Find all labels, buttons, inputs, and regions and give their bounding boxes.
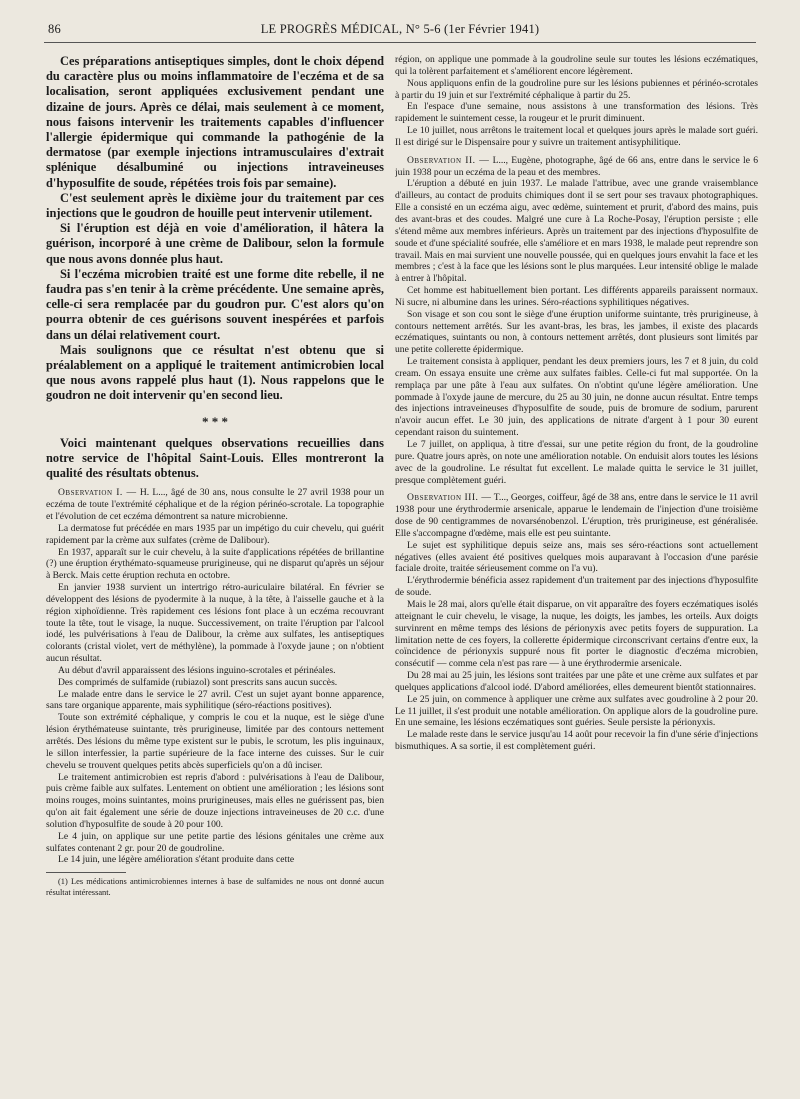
running-title: LE PROGRÈS MÉDICAL, N° 5-6 (1er Février 1941) (260, 22, 540, 36)
observation-label: Observation III. — (407, 492, 492, 504)
observation-paragraph: Le 7 juillet, on appliqua, à titre d'essai, sur une petite région du front, de la goudroline pure. Quatre jours après, on note une amélioration notable. On enduisit alors toutes les lésions avec de la goudroline. Le résultat fut excellent. Le malade quitta le service le 31 juillet, presque complètement guéri. (395, 439, 758, 486)
observation-paragraph: Des comprimés de sulfamide (rubiazol) sont prescrits sans aucun succès. (58, 676, 338, 688)
bold-paragraph: Si l'eczéma microbien traité est une forme dite rebelle, il ne faudra pas s'en tenir à la crème précédente. Une semaine après, celle-ci sera remplacée par du goudron pur. C'est alors qu'on pourra obtenir de ces guérisons souvent inespérées et parfois dans un délai relativement court. (46, 266, 384, 342)
observation-paragraph: Mais le 28 mai, alors qu'elle était disparue, on vit apparaître des foyers eczématiques isolés atteignant le cuir chevelu, le visage, la nuque, les doigts, les jambes, les orteils. Aux doigts survinrent en même temps des lésions de périonyxis avec petits foyers de suppuration. La limitation nette de ces foyers, la collerette épidermique circonscrivant certains d'entre eux, la coïncidence de périonyxis suppuré nous fit porter le diagnostic d'eczéma microbien, consécutif — comme cela n'est pas rare — à une érythrodermie arsenicale. (395, 598, 758, 670)
right-column (395, 54, 758, 1094)
observation-3 (395, 492, 758, 753)
observation-paragraph: L'érythrodermie bénéficia assez rapidement d'un traitement par des injections d'hyposulfite de soude. (395, 575, 758, 599)
observation-paragraph: Le 4 juin, on applique sur une petite partie des lésions génitales une crème aux sulfates contenant 2 gr. pour 20 de goudroline. (46, 830, 384, 854)
observation-label: Observation I. — (58, 487, 137, 499)
intro-bold-section (46, 54, 384, 404)
observation-label: Observation II. — (407, 154, 490, 166)
observation-paragraph: Le malade reste dans le service jusqu'au 14 août pour recevoir la fin d'une série d'injections bismuthiques. A sa sortie, il est complètement guéri. (395, 729, 758, 753)
observation-paragraph: L'éruption a débuté en juin 1937. Le malade l'attribue, avec une grande vraisemblance d'ailleurs, au contact de produits chimiques dont il se sert pour ses travaux photographiques. Elle a consisté en un eczéma aigu, avec œdème, suintement et prurit, d'abord des mains, puis des avant-bras et des coudes. Malgré une cure à La Roche-Posay, l'éruption persiste ; elle s'étend même aux membres inférieurs. Après un traitement par des injections d'hyposulfite de soude et d'une spécialité soufrée, elle s'améliore et en mars 1938, le malade peut reprendre son travail. Mais en mai survient une nouvelle poussée, qui en quelques jours envahit la face et les membres ; c'est à la face que les lésions sont le plus marquées. Leur intensité oblige le malade à entrer à l'hôpital. (395, 178, 758, 285)
observation-paragraph: En janvier 1938 survient un intertrigo rétro-auriculaire bilatéral. En février se développent des lésions de pyodermite à la nuque, à la tête, à l'aisselle gauche et à la région xiphoïdienne. Très rapidement ces lésions font place à un eczéma recouvrant toute la tête, tout le visage, la nuque. Successivement, on traite l'éruption par l'alcool iodé, les pulvérisations à l'eau de Dalibour, la crème aux sulfates, les antiseptiques colorants (cristal violet, vert de méthylène), la pommade à l'oxyde jaune ; on n'obtient aucun résultat. (46, 582, 384, 665)
footnote-rule (46, 872, 126, 873)
observation-1-continued (395, 54, 758, 149)
observation-paragraph: Le sujet est syphilitique depuis seize ans, mais ses séro-réactions sont actuellement négatives (elles avaient été positives quelques mois auparavant à l'occasion d'une parésie faciale droite, traitée sérieusement comme on l'a vu). (395, 539, 758, 575)
header-rule (44, 42, 756, 43)
observation-paragraph: Le 25 juin, on commence à appliquer une crème aux sulfates avec goudroline à 2 pour 20. Le 11 juillet, il s'est produit une notable amélioration. On applique alors de la goudroline pure. En une semaine, les lésions eczématiques sont guéries. Seule persiste la périonyxis. (395, 693, 758, 729)
footnote-text: (1) Les médications antimicrobiennes internes à base de sulfamides ne nous ont donné aucun résultat intéressant. (46, 877, 384, 897)
section-separator: * * * (202, 413, 228, 429)
page-header (44, 22, 756, 40)
bold-paragraph: Si l'éruption est déjà en voie d'amélioration, il hâtera la guérison, incorporé à une crème de Dalibour, selon la formule que nous avons donnée plus haut. (46, 221, 384, 266)
observation-paragraph: Le 10 juillet, nous arrêtons le traitement local et quelques jours après le malade sort guéri. Il est dirigé sur le Dispensaire pour y suivre un traitement antisyphilitique. (395, 125, 758, 148)
bold-paragraph: C'est seulement après le dixième jour du traitement par ces injections que le goudron de houille peut intervenir utilement. (46, 190, 384, 221)
observation-paragraph: En l'espace d'une semaine, nous assistons à une transformation des lésions. Très rapidement le suintement cesse, la rougeur et le prurit diminuent. (395, 101, 758, 125)
observation-paragraph: Le traitement antimicrobien est repris d'abord : pulvérisations à l'eau de Dalibour, puis crème faible aux sulfates. Lentement on obtient une amélioration ; les lésions sont moins rouges, moins suintantes, moins prurigineuses, mais elles ne guérissent pas, bien qu'on ait fait également une série de douze injections intraveineuses de 20 c.c. d'une solution d'hyposulfite de soude à 20 pour 100. (46, 771, 384, 830)
bold-paragraph: Ces préparations antiseptiques simples, dont le choix dépend du caractère plus ou moins inflammatoire de l'eczéma et de sa localisation, seront appliquées exclusivement pendant une dizaine de jours. Après ce délai, mais seulement à ce moment, nous faisons intervenir les traitements capables d'influencer l'allergie épidermique qui commande la pathogénie de la dermatose (par exemple injections intramusculaires d'extrait splénique désalbuminé ou injections intraveineuses d'hyposulfite de soude, répétées trois fois par semaine). (46, 54, 384, 190)
observation-2 (395, 155, 758, 487)
intro-paragraph: Voici maintenant quelques observations recueillies dans notre service de l'hôpital Saint-Louis. Elles montreront la qualité des résultats obtenus. (46, 435, 384, 481)
observation-paragraph: Observation II. — L..., Eugène, photographe, âgé de 66 ans, entre dans le service le 6 juin 1938 pour un eczéma de la peau et des membres. (395, 154, 758, 178)
observation-paragraph: Du 28 mai au 25 juin, les lésions sont traitées par une pâte et une crème aux sulfates et par quelques applications d'alcool iodé. D'abord améliorées, elles demeurent bientôt stationnaires. (395, 670, 758, 693)
observation-paragraph: Observation III. — T..., Georges, coiffeur, âgé de 38 ans, entre dans le service le 11 avril 1938 pour une érythrodermie arsenicale, apparue le lendemain de l'injection d'une troisième dose de 90 centigrammes de novarsénobenzol. L'éruption, très prurigineuse, est généralisée. Elle s'accompagne d'œdème, mais elle est peu suintante. (395, 492, 758, 539)
observation-paragraph: Toute son extrémité céphalique, y compris le cou et la nuque, est le siège d'une lésion érythémateuse suintante, très prurigineuse, limitée par des contours nettement arrêtés. Des lésions du même type existent sur le pubis, le scrotum, les plis inguinaux, le sillon interfessier, la partie supérieure de la face interne des cuisses. Sur le cuir chevelu se trouvent quelques petits abcès superficiels qu'on a dû inciser. (46, 712, 384, 771)
observation-paragraph: Au début d'avril apparaissent des lésions inguino-scrotales et périnéales. (58, 664, 336, 676)
footnote (46, 877, 384, 898)
observation-paragraph: Le malade entre dans le service le 27 avril. C'est un sujet ayant bonne apparence, sans tare organique apparente, mais syphilitique (séro-réactions positives). (46, 688, 384, 712)
observation-paragraph: Nous appliquons enfin de la goudroline pure sur les lésions pubiennes et périnéo-scrotales à partir du 19 juin et sur l'extrémité céphalique à partir du 25. (395, 77, 758, 101)
observation-1 (46, 487, 384, 866)
observation-paragraph: Son visage et son cou sont le siège d'une éruption uniforme suintante, très prurigineuse, à contours nettement arrêtés. Sur les avant-bras, les bras, les jambes, il existe des placards eczématiques, suintants ou non, à contours nettement arrêtés, dont plusieurs sont limités par une petite collerette épidermique. (395, 308, 758, 356)
left-column (46, 54, 384, 1094)
observation-paragraph: En 1937, apparaît sur le cuir chevelu, à la suite d'applications répétées de brillantine (?) une éruption érythémato-squameuse prurigineuse, qui ne disparut qu'après un séjour à Berck. Mais cette éruption rechuta en octobre. (46, 546, 384, 582)
observations-intro (46, 436, 384, 482)
observation-paragraph: région, on applique une pommade à la goudroline seule sur toutes les lésions eczématiques, qui la tolèrent parfaitement et s'améliorent encore légèrement. (395, 54, 758, 77)
observation-paragraph: La dermatose fut précédée en mars 1935 par un impétigo du cuir chevelu, qui guérit rapidement par la crème aux sulfates (crème de Dalibour). (46, 522, 384, 546)
observation-paragraph: Le 14 juin, une légère amélioration s'étant produite dans cette (58, 854, 295, 866)
bold-paragraph: Mais soulignons que ce résultat n'est obtenu que si préalablement on a appliqué le traitement antimicrobien local que nous avons rappelé plus haut (1). Nous rappelons que le goudron ne doit intervenir qu'en second lieu. (46, 342, 384, 403)
observation-paragraph: Le traitement consista à appliquer, pendant les deux premiers jours, les 7 et 8 juin, du cold cream. On essaya ensuite une crème aux sulfates faibles. Celle-ci fut mal supportée. On la remplaça par une pâte à l'eau aux sulfates. On n'obtint qu'une légère amélioration. Une pommade à l'oxyde jaune de mercure, du 25 au 30 juin, ne donne aucun résultat. Entre temps des injections intraveineuses d'hyposulfite de soude, puis de bromure de sodium, parurent n'avoir aucun effet. Le 30 juin, des applications de nitrate d'argent à 1 pour 30 eurent cependant raison du suintement. (395, 356, 758, 439)
observation-paragraph: Cet homme est habituellement bien portant. Les différents appareils paraissent normaux. Ni sucre, ni albumine dans les urines. Séro-réactions syphilitiques négatives. (395, 285, 758, 308)
page-number: 86 (48, 22, 61, 36)
observation-paragraph: Observation I. — H. L..., âgé de 30 ans, nous consulte le 27 avril 1938 pour un eczéma de toute l'extrémité céphalique et de la région périnéo-scrotale. La topographie et l'évolution de cet eczéma démontrent sa nature microbienne. (46, 487, 384, 522)
